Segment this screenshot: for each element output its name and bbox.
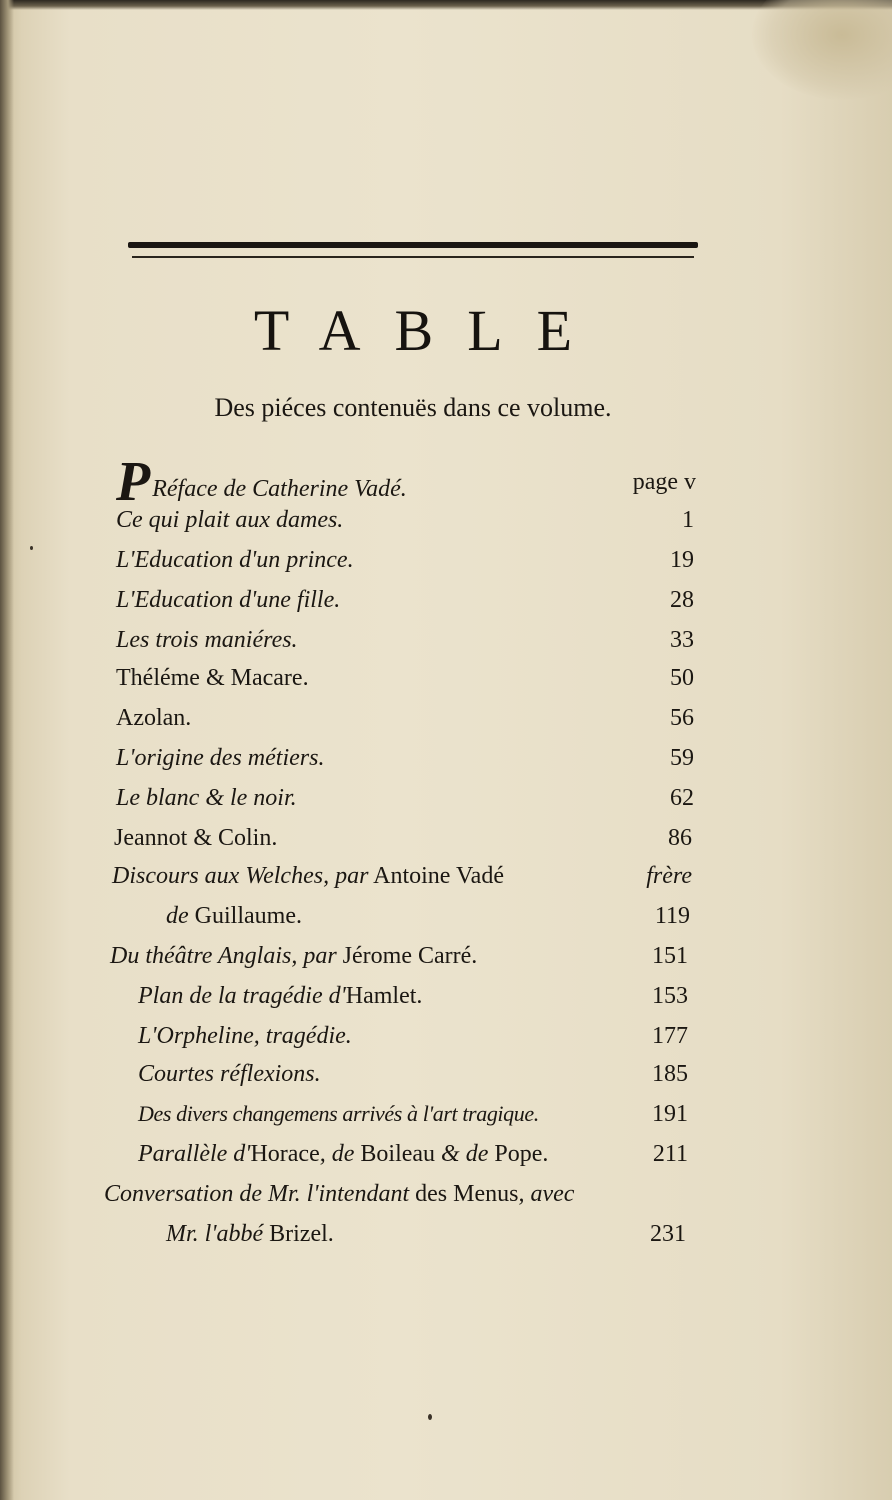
toc-entry-continuation xyxy=(166,896,690,936)
toc-entry-title: Théléme & Macare. xyxy=(116,665,309,691)
toc-entry xyxy=(116,738,694,778)
toc-entry-page: 177 xyxy=(652,1023,688,1049)
toc-entry-title: L'Education d'un prince. xyxy=(116,547,354,573)
toc-entry-page: 62 xyxy=(670,785,694,811)
toc-entry xyxy=(116,778,694,818)
ink-speck xyxy=(30,546,33,550)
toc-entry-title: Parallèle d'Horace, de Boileau & de Pope. xyxy=(138,1141,549,1167)
toc-entry-title: Des divers changemens arrivés à l'art tragique. xyxy=(138,1101,539,1126)
toc-entry xyxy=(116,620,694,660)
toc-entry-title: Le blanc & le noir. xyxy=(116,785,297,811)
toc-entry xyxy=(116,451,696,513)
toc-entry-page: page v xyxy=(632,469,696,495)
toc-entry-title: Jeannot & Colin. xyxy=(114,825,278,851)
toc-entry xyxy=(138,1054,688,1094)
toc-entry-page: 86 xyxy=(668,825,692,851)
toc-entry-title: PRéface de Catherine Vadé. xyxy=(116,451,407,513)
toc-entry-page: 28 xyxy=(670,587,694,613)
toc-entry-page: 211 xyxy=(652,1141,688,1167)
page-title: TABLE xyxy=(253,298,607,363)
toc-entry-title-end: frère xyxy=(646,863,692,889)
toc-entry-page: 56 xyxy=(670,705,694,731)
toc-entry xyxy=(116,698,694,738)
toc-entry xyxy=(116,540,694,580)
toc-entry xyxy=(138,976,688,1016)
toc-entry-page: 191 xyxy=(652,1101,688,1127)
toc-entry-title: Conversation de Mr. l'intendant des Menus, avec xyxy=(104,1181,575,1207)
toc-entry-title: Plan de la tragédie d'Hamlet. xyxy=(138,983,423,1009)
toc-entry xyxy=(112,856,692,896)
toc-entry-page: 50 xyxy=(670,665,694,691)
toc-entry-page: 119 xyxy=(654,903,690,929)
toc-entry-title: Ce qui plait aux dames. xyxy=(116,507,344,533)
toc-entry-continuation xyxy=(166,1214,686,1254)
toc-entry-title: Les trois maniéres. xyxy=(116,627,298,653)
toc-entry-page: 153 xyxy=(652,983,688,1009)
toc-entry-page: 1 xyxy=(682,507,694,533)
toc-entry-page: 33 xyxy=(670,627,694,653)
toc-entry-title: Du théâtre Anglais, par Jérome Carré. xyxy=(110,943,478,969)
toc-entry xyxy=(116,500,694,540)
page-subtitle: Des piéces contenuës dans ce volume. xyxy=(214,393,612,422)
toc-entry xyxy=(138,1016,688,1056)
toc-entry xyxy=(110,936,688,976)
toc-entry-title: Courtes réflexions. xyxy=(138,1061,321,1087)
toc-entry-page: 19 xyxy=(670,547,694,573)
toc-entry-title: Azolan. xyxy=(116,705,192,731)
toc-entry xyxy=(116,658,694,698)
toc-entry-page: 151 xyxy=(652,943,688,969)
toc-entry-title: L'origine des métiers. xyxy=(116,745,325,771)
toc-entry-page: 59 xyxy=(670,745,694,771)
toc-entry-title: L'Education d'une fille. xyxy=(116,587,341,613)
toc-entry xyxy=(114,818,692,858)
toc-entry-title: Discours aux Welches, par Antoine Vadé xyxy=(112,863,504,889)
toc-entry xyxy=(138,1094,688,1134)
ink-speck xyxy=(428,1414,432,1420)
toc-entry-title: Mr. l'abbé Brizel. xyxy=(166,1221,334,1247)
toc-entry-title: de Guillaume. xyxy=(166,903,302,929)
toc-entry xyxy=(138,1134,688,1174)
drop-cap-letter: P xyxy=(116,451,151,513)
toc-entry-page: 231 xyxy=(650,1221,686,1247)
toc-entry-page: 185 xyxy=(652,1061,688,1087)
toc-entry xyxy=(104,1174,688,1214)
toc-entry-title: L'Orpheline, tragédie. xyxy=(138,1023,352,1049)
toc-entry xyxy=(116,580,694,620)
